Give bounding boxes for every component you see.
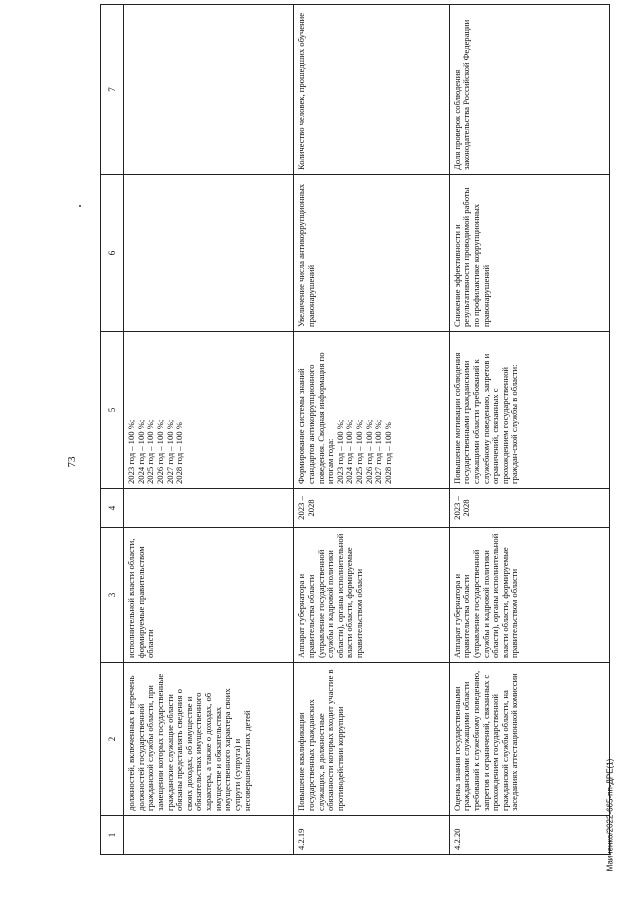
cell-indicator: Количество человек, прошедших обучение [294,5,449,175]
cell-activity: должностей, включенных в перечень должностей государственной гражданской службы области, при замещении которых государственные гражданские служащие области обязаны представлять сведения о своих доходах, об имуществе и обязательствах имущественного характера, а также о доходах, об имуществе и обязательствах имущественного характера своих супруги (супруга) и несовершеннолетних детей [124,663,294,816]
table-landscape [100,12,610,855]
cell-result: 2023 год – 100 %; 2024 год – 100 %; 2025 год – 100 %; 2026 год – 100 %; 2027 год – 100 %; 2028 год – 100 % [124,332,294,489]
header-col-3: 3 [101,528,124,663]
header-col-4: 4 [101,489,124,528]
header-col-2: 2 [101,663,124,816]
table-header-row [101,5,124,855]
cell-number: 4.2.20 [449,816,609,855]
header-col-1: 1 [101,816,124,855]
cell-executor: Аппарат губернатора и правительства области (управление государственной службы и кадровой политики области), органы исполнительной власти области, формируемые правительством области [449,528,609,663]
measures-table [100,4,610,855]
cell-result: Повышение мотивации соблюдения государственными гражданскими служащими области требований к служебному поведению, запретов и ограничений, связанных с прохождением государственной граждан-ской службы в области: [449,332,609,489]
table-row [449,5,609,855]
scan-speck [79,205,81,207]
page-number: 73 [66,456,78,468]
header-col-5: 5 [101,332,124,489]
cell-effect [124,175,294,332]
cell-number: 4.2.19 [294,816,449,855]
header-col-7: 7 [101,5,124,175]
table-row [124,5,294,855]
cell-activity: Повышение квалификации государственных гражданских служащих, в должностные обязанности которых входит участие в противодействии коррупции [294,663,449,816]
cell-indicator: Доля проверок соблюдения законодательства Российской Федерации [449,5,609,175]
cell-effect: Увеличение числа антикоррупционных правонарушений [294,175,449,332]
cell-period: 2023 – 2028 [449,489,609,528]
table-row [294,5,449,855]
cell-result: Формирование системы знаний стандартов антикоррупционного поведения. Сводная информация по итогам года: 2023 год – 100 %; 2024 год – 100 %; 2025 год – 100 %; 2026 год – 100 %; 2027 год – 100 %; 2028 год – 100 % [294,332,449,489]
cell-number [124,816,294,855]
cell-indicator [124,5,294,175]
rotated-table-container [100,12,610,855]
document-code: Маиченко/2022-665-пп-ДРЕ(1) [605,758,615,872]
cell-executor: исполнительной власти области, формируемые правительством области [124,528,294,663]
cell-effect: Снижение эффективности и результативности проводимой работы по профилактике коррупционных правонарушений [449,175,609,332]
cell-period: 2023 – 2028 [294,489,449,528]
header-col-6: 6 [101,175,124,332]
cell-period [124,489,294,528]
cell-activity: Оценка знания государственными гражданскими служащими области требований к служебному поведению, запретов и ограничений, связанных с прохождением государственной гражданской службы области, на заседаниях аттестационной комиссии [449,663,609,816]
cell-executor: Аппарат губернатора и правительства области (управление государственной службы и кадровой политики области), органы исполнительной власти области, формируемые правительством области [294,528,449,663]
